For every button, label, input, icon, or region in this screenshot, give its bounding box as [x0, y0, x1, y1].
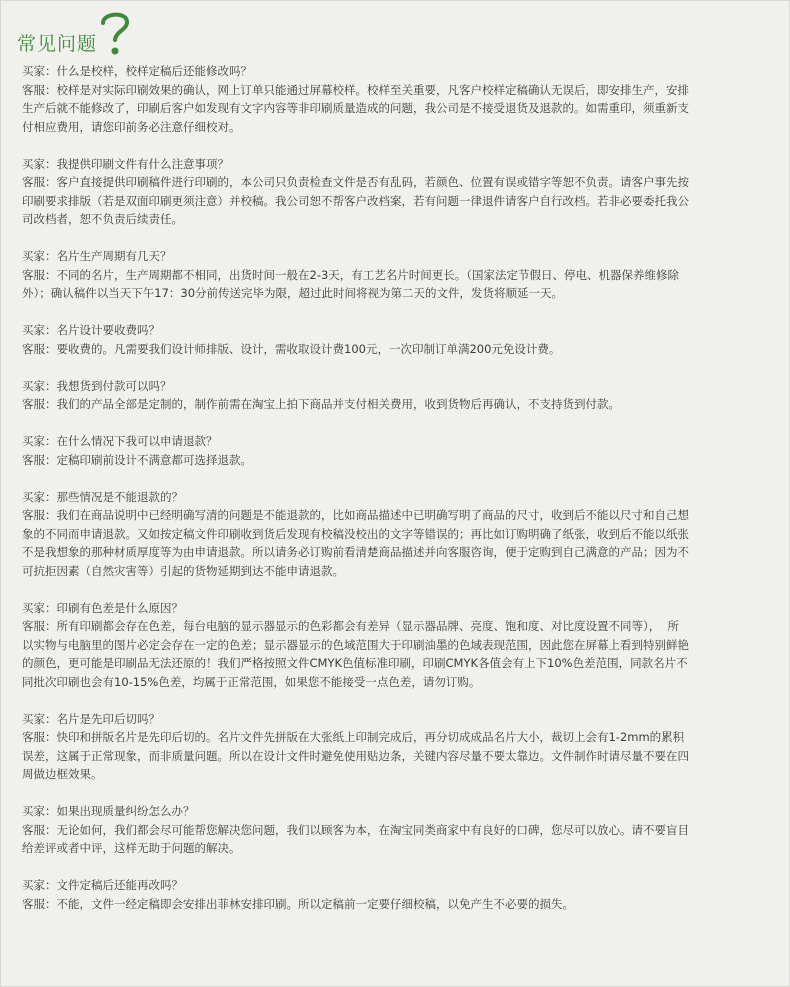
faq-item	[22, 321, 722, 358]
faq-answer-line: 误差，这属于正常现象，而非质量问题。所以在设计文件时避免使用贴边条，关键内容尽量不要太靠边。文件制作时请尽量不要在四	[22, 748, 689, 763]
faq-answer-line: 外）；确认稿件以当天下午17：30分前传送完毕为限，超过此时间将视为第二天的文件，发货将顺延一天。	[22, 286, 564, 300]
faq-answer-line: 客服：要收费的。凡需要我们设计师排版、设计，需收取设计费100元，一次印制订单满200元免设计费。	[22, 341, 561, 356]
faq-answer-line: 客服：不同的名片，生产周期都不相同，出货时间一般在2-3天，有工艺名片时间更长。（国家法定节假日、停电、机器保养维修除	[22, 267, 680, 282]
faq-question: 买家：什么是校样，校样定稿后还能修改吗？	[22, 64, 252, 78]
faq-answer-line: 以实物与电脑里的图片必定会存在一定的色差；显示器显示的色域范围大于印刷油墨的色域表现范围，因此您在屏幕上看到特别鲜艳	[22, 637, 689, 652]
faq-question: 买家：我提供印刷文件有什么注意事项？	[22, 156, 229, 171]
faq-question: 买家：我想货到付款可以吗？	[22, 378, 172, 393]
faq-answer-line: 司改档者，恕不负责后续责任。	[22, 212, 183, 226]
faq-question: 买家：印刷有色差是什么原因？	[22, 600, 183, 615]
faq-item	[22, 599, 722, 692]
question-mark-icon	[97, 9, 133, 57]
faq-answer-line: 客服：客户直接提供印刷稿件进行印刷的，本公司只负责检查文件是否有乱码，若颜色、位置有误或错字等恕不负责。请客户事先按	[22, 175, 689, 189]
faq-question: 买家：如果出现质量纠纷怎么办？	[22, 804, 195, 818]
faq-answer-line: 客服：无论如何，我们都会尽可能帮您解决您问题，我们以顾客为本，在淘宝同类商家中有良好的口碑，您尽可以放心。请不要盲目	[22, 822, 689, 837]
faq-list	[22, 62, 722, 932]
faq-answer-line: 可抗拒因素（自然灾害等）引起的货物延期到达不能申请退款。	[22, 563, 344, 578]
faq-answer-line: 客服：所有印刷都会存在色差，每台电脑的显示器显示的色彩都会有差异（显示器品牌、亮度、饱和度、对比度设置不同等）， 所	[22, 619, 680, 633]
faq-question: 买家：文件定稿后还能再改吗？	[22, 878, 183, 892]
faq-answer-line: 客服：不能，文件一经定稿即会安排出菲林安排印刷。所以定稿前一定要仔细校稿，以免产生不必要的损失。	[22, 896, 574, 911]
faq-item	[22, 247, 722, 303]
faq-question: 买家：名片是先印后切吗？	[22, 711, 160, 726]
faq-item	[22, 710, 722, 784]
faq-answer-line: 客服：我们的产品全部是定制的，制作前需在淘宝上拍下商品并支付相关费用，收到货物后再确认，不支持货到付款。	[22, 397, 620, 411]
faq-item	[22, 876, 722, 913]
faq-answer-line: 同批次印刷也会有10-15%色差，均属于正常范围，如果您不能接受一点色差，请勿订购。	[22, 674, 481, 689]
faq-header	[17, 9, 217, 59]
faq-answer-line: 付相应费用，请您印前务必注意仔细校对。	[22, 119, 241, 134]
faq-item	[22, 802, 722, 858]
faq-answer-line: 客服：快印和拼版名片是先印后切的。名片文件先拼版在大张纸上印制完成后，再分切成成品名片大小，裁切上会有1-2mm的累积	[22, 730, 685, 744]
faq-item	[22, 62, 722, 136]
faq-answer-line: 不是我想象的那种材质厚度等为由申请退款。所以请务必订购前看清楚商品描述并向客服咨询，便于定购到自己满意的产品；因为不	[22, 545, 689, 559]
faq-item	[22, 488, 722, 581]
faq-question: 买家：在什么情况下我可以申请退款？	[22, 434, 218, 448]
faq-answer-line: 周做边框效果。	[22, 767, 103, 781]
faq-answer-line: 客服：定稿印刷前设计不满意都可选择退款。	[22, 452, 252, 467]
faq-answer-line: 客服：校样是对实际印刷效果的确认，网上订单只能通过屏幕校样。校样至关重要，凡客户校样定稿确认无误后，即安排生产，安排	[22, 82, 689, 97]
faq-answer-line: 的颜色，更可能是印刷品无法还原的！我们严格按照文件CMYK色值标准印刷，印刷CMYK各值会有上下10%色差范围，同款名片不	[22, 656, 688, 670]
faq-answer-line: 客服：我们在商品说明中已经明确写清的问题是不能退款的，比如商品描述中已明确写明了商品的尺寸，收到后不能以尺寸和自己想	[22, 508, 689, 522]
page-title: 常见问题	[17, 33, 98, 55]
faq-answer-line: 给差评或者中评，这样无助于问题的解决。	[22, 841, 241, 855]
faq-answer-line: 印刷要求排版（若是双面印刷更须注意）并校稿。我公司恕不帮客户改档案，若有问题一律退件请客户自行改档。若非必要委托我公	[22, 193, 689, 208]
faq-question: 买家：那些情况是不能退款的？	[22, 489, 183, 504]
faq-item	[22, 377, 722, 414]
faq-question: 买家：名片生产周期有几天？	[22, 249, 172, 263]
faq-question: 买家：名片设计要收费吗？	[22, 323, 160, 337]
faq-answer-line: 生产后就不能修改了，印刷后客户如发现有文字内容等非印刷质量造成的问题，我公司是不接受退货及退款的。如需重印，须重新支	[22, 101, 689, 115]
faq-answer-line: 象的不同而申请退款。又如按定稿文件印刷收到货后发现有校稿没校出的文字等错误的；再比如订购明确了纸张，收到后不能以纸张	[22, 526, 689, 541]
faq-item	[22, 155, 722, 229]
faq-item	[22, 432, 722, 469]
